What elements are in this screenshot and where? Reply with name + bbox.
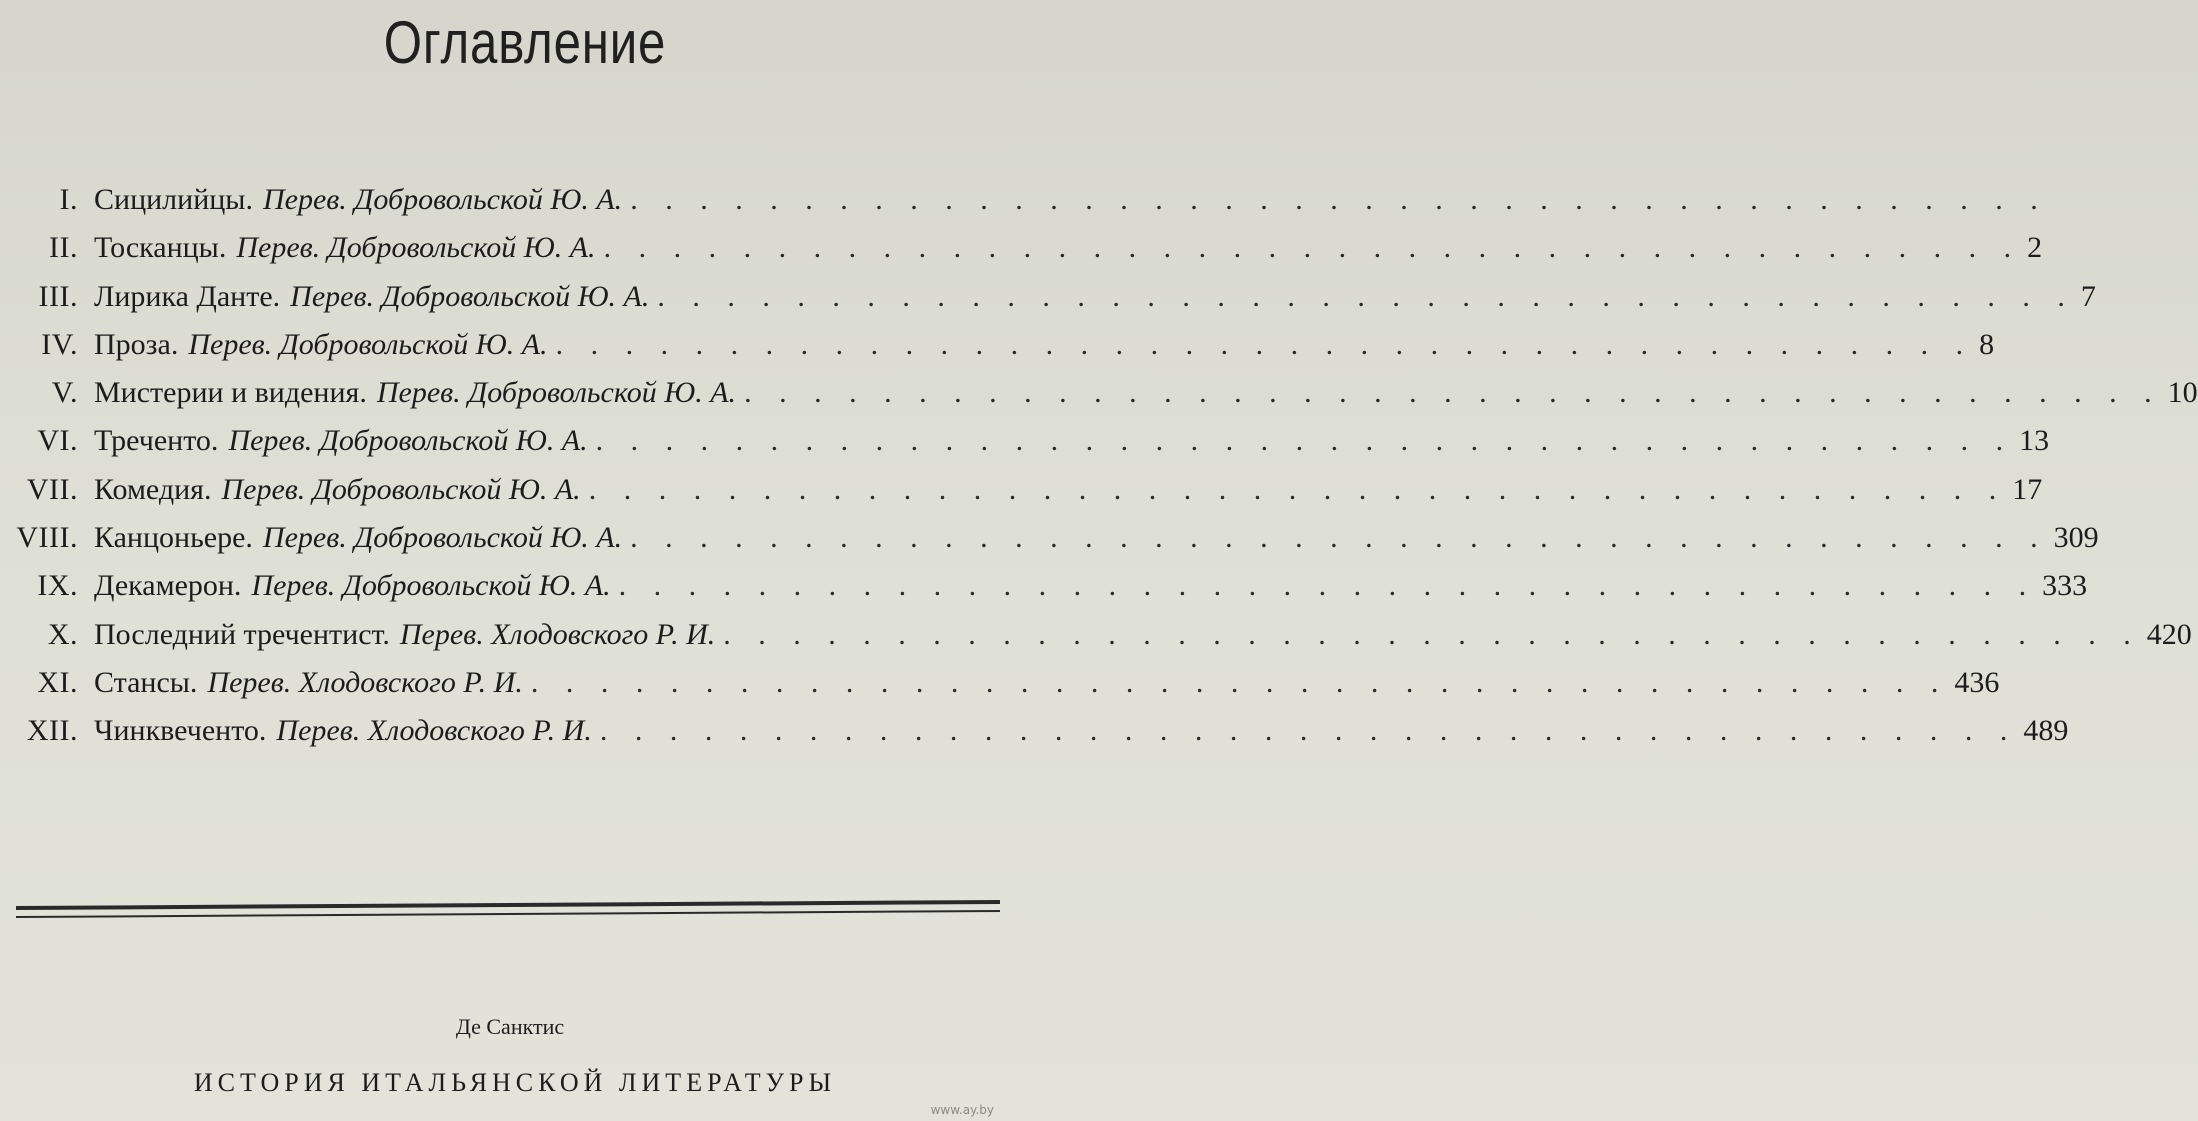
page-number: 13 (2019, 424, 2050, 458)
translator-credit: Перев. Хлодовского Р. И. (399, 617, 716, 651)
leader-dots: . . . . . . . . . . . . . . . . . . . . . . . . . . . . . . . . . . . . . . . . . (588, 472, 2007, 506)
chapter-title: Последний тречентист. (94, 617, 390, 651)
chapter-title: Тосканцы. (94, 231, 227, 265)
chapter-number: IX. (37, 569, 78, 603)
page-number: 333 (2042, 569, 2088, 603)
chapter-title: Мистерии и видения. (94, 376, 367, 410)
book-title: ИСТОРИЯ ИТАЛЬЯНСКОЙ ЛИТЕРАТУРЫ (193, 1068, 837, 1097)
chapter-title: Канцоньере. (94, 521, 253, 555)
table-of-contents (0, 176, 2198, 756)
translator-credit: Перев. Хлодовского Р. И. (276, 714, 592, 748)
chapter-number: IV. (41, 327, 78, 361)
chapter-number: VIII. (16, 521, 78, 555)
chapter-number: VI. (37, 424, 78, 458)
translator-credit: Перев. Добровольской Ю. А. (236, 231, 596, 265)
chapter-number: VII. (26, 472, 78, 506)
author-name: Де Санктис (455, 1014, 565, 1039)
page-title: Оглавление (383, 9, 667, 76)
thin-rule (16, 910, 1000, 918)
toc-row (0, 224, 2043, 272)
chapter-title: Стансы. (94, 665, 198, 699)
page-number: 17 (2012, 472, 2043, 506)
translator-credit: Перев. Добровольской Ю. А. (251, 569, 611, 603)
chapter-number: II. (49, 231, 78, 265)
page-number: 2 (2027, 231, 2043, 265)
toc-row (0, 562, 2088, 610)
translator-credit: Перев. Добровольской Ю. А. (188, 327, 548, 361)
page-number: 309 (2053, 521, 2099, 555)
double-rule-divider (16, 906, 1000, 918)
leader-dots: . . . . . . . . . . . . . . . . . . . . . . . . . . . . . . . . . . . . . . . . . (723, 617, 2141, 651)
page-number: 10 (2167, 376, 2198, 410)
chapter-title: Треченто. (94, 424, 219, 458)
translator-credit: Перев. Добровольской Ю. А. (262, 183, 623, 216)
page-number: 489 (2023, 714, 2069, 748)
toc-row (0, 466, 2043, 514)
leader-dots: . . . . . . . . . . . . . . . . . . . . . . . . . . . . . . . . . . . . . . . . . (630, 183, 2048, 216)
toc-row (0, 514, 2099, 562)
chapter-number: I. (59, 183, 78, 216)
toc-row (0, 417, 2050, 465)
leader-dots: . . . . . . . . . . . . . . . . . . . . . . . . . . . . . . . . . . . . . . . . . (603, 231, 2022, 265)
leader-dots: . . . . . . . . . . . . . . . . . . . . . . . . . . . . . . . . . . . . . . . . . (555, 327, 1974, 361)
leader-dots: . . . . . . . . . . . . . . . . . . . . . . . . . . . . . . . . . . . . . . . . . (744, 376, 2162, 410)
translator-credit: Перев. Добровольской Ю. А. (290, 279, 650, 313)
leader-dots: . . . . . . . . . . . . . . . . . . . . . . . . . . . . . . . . . . . . . . . . . (630, 521, 2048, 555)
thick-rule (16, 900, 1000, 910)
chapter-number: X. (47, 617, 78, 651)
page-number: 436 (1954, 665, 2000, 699)
page-number: 420 (2146, 617, 2192, 651)
chapter-number: XI. (37, 665, 78, 699)
page-number: 7 (2080, 279, 2096, 313)
translator-credit: Перев. Добровольской Ю. А. (228, 424, 588, 458)
chapter-number: V. (51, 376, 78, 410)
toc-row (0, 176, 2048, 224)
watermark: www.ay.by (930, 1103, 994, 1117)
toc-row (0, 321, 1995, 369)
translator-credit: Перев. Добровольской Ю. А. (262, 521, 623, 555)
toc-row (0, 369, 2198, 417)
leader-dots: . . . . . . . . . . . . . . . . . . . . . . . . . . . . . . . . . . . . . . . . . (595, 424, 2014, 458)
toc-row (0, 707, 2069, 755)
translator-credit: Перев. Добровольской Ю. А. (221, 472, 581, 506)
leader-dots: . . . . . . . . . . . . . . . . . . . . . . . . . . . . . . . . . . . . . . . . . (657, 279, 2075, 313)
toc-row (0, 611, 2192, 659)
chapter-title: Чинквеченто. (94, 714, 267, 748)
chapter-title: Проза. (94, 327, 179, 361)
chapter-title: Декамерон. (94, 569, 242, 603)
chapter-number: III. (38, 279, 78, 313)
leader-dots: . . . . . . . . . . . . . . . . . . . . . . . . . . . . . . . . . . . . . . . . . (599, 714, 2018, 748)
chapter-title: Лирика Данте. (94, 279, 281, 313)
chapter-title: Комедия. (94, 472, 212, 506)
toc-row (0, 659, 2000, 707)
translator-credit: Перев. Хлодовского Р. И. (207, 665, 523, 699)
chapter-number: XII. (26, 714, 78, 748)
leader-dots: . . . . . . . . . . . . . . . . . . . . . . . . . . . . . . . . . . . . . . . . . (618, 569, 2037, 603)
translator-credit: Перев. Добровольской Ю. А. (376, 376, 737, 410)
toc-row (0, 273, 2096, 321)
page-number: 8 (1979, 327, 1995, 361)
leader-dots: . . . . . . . . . . . . . . . . . . . . . . . . . . . . . . . . . . . . . . . . . (530, 665, 1949, 699)
chapter-title: Сицилийцы. (94, 183, 253, 216)
